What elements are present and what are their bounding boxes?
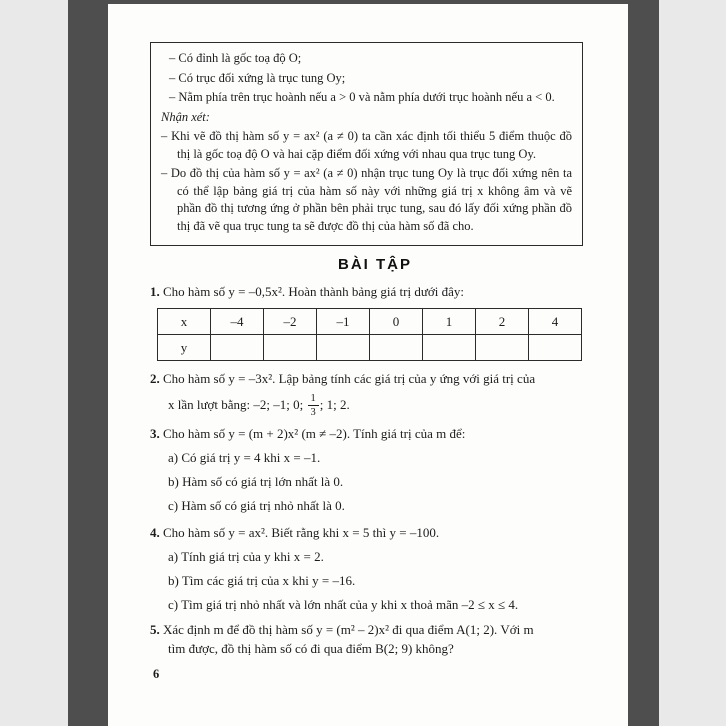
- exercise-text: x lần lượt bằng: –2; –1; 0;: [168, 397, 307, 412]
- exercise-subitem: b) Tìm các giá trị của x khi y = –16.: [168, 573, 356, 588]
- exercise-text: Cho hàm số y = ax². Biết rằng khi x = 5 thì y = –100.: [163, 525, 440, 540]
- exercise-text: tìm được, đồ thị hàm số có đi qua điểm B(2; 9) không?: [168, 641, 454, 656]
- exercise-number: 4.: [150, 525, 160, 540]
- exercise-number: 3.: [150, 426, 160, 441]
- table-cell: y: [158, 335, 211, 361]
- exercise-4: [150, 523, 600, 615]
- table-cell: [264, 335, 317, 361]
- book-photo-background: [68, 0, 659, 726]
- section-heading: BÀI TẬP: [338, 256, 412, 273]
- exercise-text: Cho hàm số y = (m + 2)x² (m ≠ –2). Tính giá trị của m để:: [163, 426, 466, 441]
- exercise-subitem: a) Có giá trị y = 4 khi x = –1.: [168, 450, 321, 465]
- table-cell: –2: [264, 309, 317, 335]
- table-cell: [370, 335, 423, 361]
- table-cell: –4: [211, 309, 264, 335]
- exercise-text: Cho hàm số y = –3x². Lập bảng tính các giá trị của y ứng với giá trị của: [163, 371, 536, 386]
- table-cell: 1: [423, 309, 476, 335]
- table-row: [158, 335, 582, 361]
- theory-bullet: – Nằm phía trên trục hoành nếu a > 0 và nằm phía dưới trục hoành nếu a < 0.: [169, 90, 555, 104]
- page-content: [150, 4, 600, 684]
- table-cell: [317, 335, 370, 361]
- book-page: [108, 4, 628, 726]
- exercise-number: 5.: [150, 622, 160, 637]
- table-cell: [423, 335, 476, 361]
- exercise-subitem: b) Hàm số có giá trị lớn nhất là 0.: [168, 474, 344, 489]
- table-cell: [476, 335, 529, 361]
- table-cell: 2: [476, 309, 529, 335]
- fraction-denominator: 3: [310, 407, 316, 418]
- table-cell: [529, 335, 582, 361]
- exercise-text: ; 1; 2.: [319, 397, 350, 412]
- value-table: [157, 308, 582, 361]
- exercise-5: [150, 620, 600, 658]
- exercise-subitem: c) Tìm giá trị nhỏ nhất và lớn nhất của y khi x thoả mãn –2 ≤ x ≤ 4.: [168, 597, 519, 612]
- exercise-text: Cho hàm số y = –0,5x². Hoàn thành bảng giá trị dưới đây:: [163, 284, 464, 299]
- theory-bullet: – Có đỉnh là gốc toạ độ O;: [169, 51, 302, 65]
- note-item: – Do đồ thị của hàm số y = ax² (a ≠ 0) nhận trục tung Oy là trục đối xứng nên ta có thể lập bảng giá trị của hàm số này với những giá trị x không âm và vẽ phần đồ thị tương ứng ở phần bên phải trục tung, sau đó lấy đối xứng phần đồ thị đã vẽ qua trục tung ta sẽ được đồ thị của hàm số đã cho.: [161, 166, 572, 233]
- table-row: [158, 309, 582, 335]
- exercise-1: [150, 282, 600, 302]
- table-cell: 0: [370, 309, 423, 335]
- fraction-numerator: 1: [308, 393, 319, 406]
- table-cell: 4: [529, 309, 582, 335]
- exercise-number: 1.: [150, 284, 160, 299]
- note-label: Nhận xét:: [161, 109, 210, 124]
- exercise-subitem: c) Hàm số có giá trị nhỏ nhất là 0.: [168, 498, 345, 513]
- table-cell: –1: [317, 309, 370, 335]
- page-number: 6: [153, 667, 160, 681]
- theory-box: [150, 42, 583, 246]
- exercise-subitem: a) Tính giá trị của y khi x = 2.: [168, 549, 324, 564]
- exercise-text: Xác định m để đồ thị hàm số y = (m² – 2)x² đi qua điểm A(1; 2). Với m: [163, 622, 534, 637]
- theory-bullet: – Có trục đối xứng là trục tung Oy;: [169, 70, 346, 85]
- fraction-one-third: [308, 393, 319, 418]
- exercise-3: [150, 424, 600, 516]
- exercise-2: [150, 369, 600, 418]
- table-cell: [211, 335, 264, 361]
- note-item: – Khi vẽ đồ thị hàm số y = ax² (a ≠ 0) ta cần xác định tối thiểu 5 điểm thuộc đồ thị là gốc toạ độ O và hai cặp điểm đối xứng với nhau qua trục tung Oy.: [161, 129, 572, 161]
- exercise-number: 2.: [150, 371, 160, 386]
- table-cell: x: [158, 309, 211, 335]
